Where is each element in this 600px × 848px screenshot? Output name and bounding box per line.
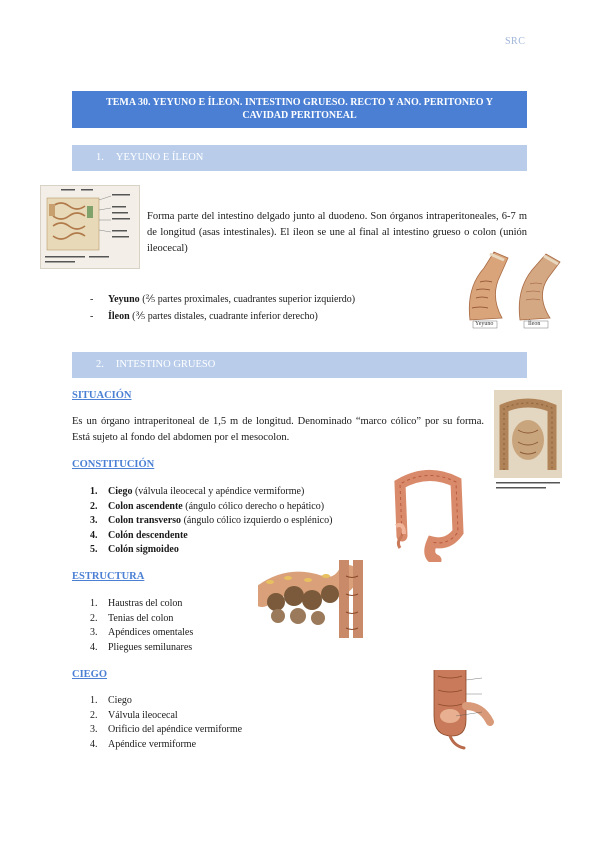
section-heading-intestino-grueso — [72, 352, 527, 378]
list-item: 3. Apéndices omentales — [90, 627, 194, 638]
constitucion-list — [90, 485, 390, 558]
page-title-line-2: CAVIDAD PERITONEAL — [242, 110, 357, 121]
section-title: INTESTINO GRUESO — [115, 359, 216, 370]
yeyuno-ileon-image — [462, 248, 580, 330]
list-item: 4. Colón descendente — [90, 529, 188, 541]
marco-colico-image — [494, 390, 562, 496]
list-item: 1. Haustras del colon — [90, 598, 183, 609]
section-heading-yeyuno — [72, 145, 527, 171]
abdomen-diagram-image — [40, 185, 140, 269]
list-item: 1. Ciego — [90, 695, 132, 706]
section-title: YEYUNO E ÍLEON — [115, 152, 204, 163]
ciego-illustration-image — [420, 666, 496, 750]
haustras-illustration-image — [258, 556, 372, 640]
list-item: 2. Colon ascendente (ángulo cólico derecho o hepático) — [90, 500, 325, 512]
list-item: 3. Colon transverso (ángulo cólico izquierdo o esplénico) — [90, 515, 333, 526]
yeyuno-caption: Yeyuno — [475, 321, 494, 327]
list-item: 2. Válvula ileocecal — [90, 709, 178, 721]
colon-illustration-image — [388, 462, 468, 562]
section-number: 2. — [96, 359, 104, 370]
yeyuno-intro-paragraph: Forma parte del intestino delgado junto al duodeno. Son órganos intraperitoneales, 6-7 m de longitud (asas intestinales). El íleon se une al final al intestino grueso o colon (unión ileocecal) — [147, 211, 527, 254]
header-mark: SRC — [505, 36, 526, 47]
list-item: 4. Apéndice vermiforme — [90, 738, 197, 750]
list-item: - Yeyuno (⅖ partes proximales, cuadrantes superior izquierdo) — [90, 291, 450, 308]
situacion-heading: SITUACIÓN — [72, 390, 132, 401]
list-item: 4. Pliegues semilunares — [90, 641, 193, 653]
ileon-caption: Íleon — [528, 321, 541, 327]
constitucion-heading: CONSTITUCIÓN — [72, 459, 155, 470]
list-item: 5. Colón sigmoideo — [90, 544, 179, 555]
list-item: 3. Orificio del apéndice vermiforme — [90, 724, 243, 735]
list-item: 1. Ciego (válvula ileocecal y apéndice vermiforme) — [90, 486, 305, 497]
situacion-paragraph: Es un órgano intraperitoneal de 1,5 m de longitud. Denominado “marco cólico” por su forma. Está sujeto al fondo del abdomen por el mesocolon. — [72, 416, 484, 443]
section-number: 1. — [96, 152, 104, 163]
estructura-heading: ESTRUCTURA — [72, 571, 145, 582]
list-item: - Íleon (⅗ partes distales, cuadrante inferior derecho) — [90, 308, 450, 325]
list-item: 2. Tenias del colon — [90, 612, 174, 624]
yeyuno-ileon-list — [90, 291, 450, 325]
page-title-line-1: TEMA 30. YEYUNO E ÍLEON. INTESTINO GRUESO. RECTO Y ANO. PERITONEO Y — [106, 97, 493, 108]
ciego-list — [90, 694, 330, 752]
ciego-heading: CIEGO — [72, 669, 108, 680]
page-title — [72, 91, 527, 128]
